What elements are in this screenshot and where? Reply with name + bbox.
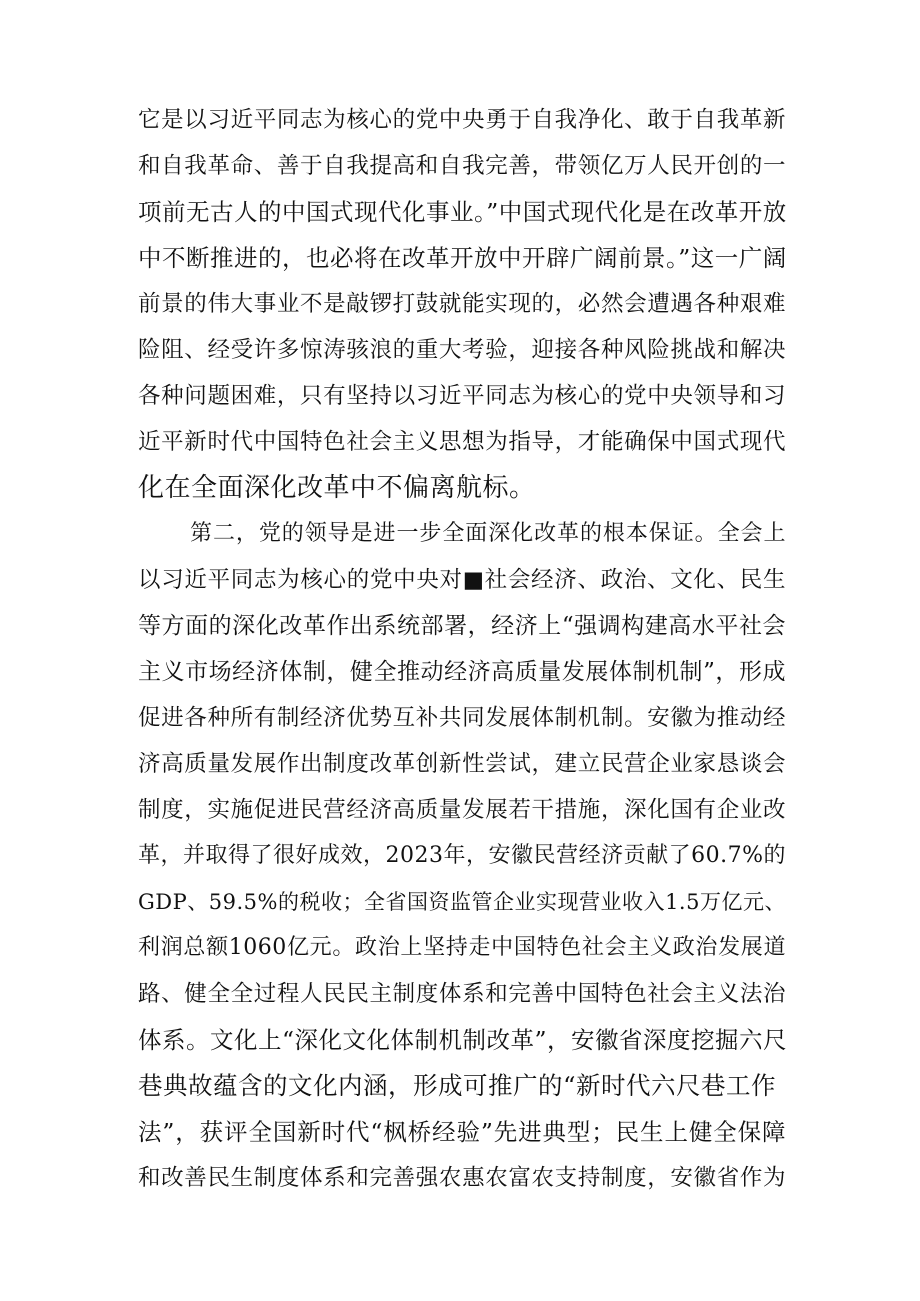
text-line: 和改善民生制度体系和完善强农惠农富农支持制度，安徽省作为 [138,1165,786,1191]
text-line: 路、健全全过程人民民主制度体系和完善中国特色社会主义法治 [138,981,786,1007]
text-line: 革，并取得了很好成效，2023年，安徽民营经济贡献了60.7%的 [138,843,786,868]
text-line: 利润总额1060亿元。政治上坚持走中国特色社会主义政治发展道 [138,935,786,960]
text-line: 它是以习近平同志为核心的党中央勇于自我净化、敢于自我革新 [138,107,786,133]
text-line: 制度，实施促进民营经济高质量发展若干措施，深化国有企业改 [138,797,786,823]
text-line: 中不断推进的，也必将在改革开放中开辟广阔前景。”这一广阔 [138,244,787,272]
text-line: 促进各种所有制经济优势互补共同发展体制机制。安徽为推动经 [138,705,786,731]
text-line: 体系。文化上“深化文化体制机制改革”，安徽省深度挖掘六尺 [138,1026,788,1054]
paragraph-end-line: 化在全面深化改革中不偏离航标。 [138,473,536,503]
text-line: 巷典故蕴含的文化内涵，形成可推广的“新时代六尺巷工作 [138,1071,777,1100]
text-line: 前景的伟大事业不是敲锣打鼓就能实现的，必然会遭遇各种艰难 [138,291,786,317]
body-text [138,97,786,1201]
paragraph-start-line: 第二，党的领导是进一步全面深化改革的根本保证。全会上 [190,521,786,546]
text-line: 险阻、经受许多惊涛骇浪的重大考验，迎接各种风险挑战和解决 [138,337,786,363]
text-line: 济高质量发展作出制度改革创新性尝试，建立民营企业家恳谈会 [138,751,786,777]
text-line: 项前无古人的中国式现代化事业。”中国式现代化是在改革开放 [138,198,787,226]
text-line: 等方面的深化改革作出系统部署，经济上“强调构建高水平社会 [138,613,786,639]
text-line: 各种问题困难，只有坚持以习近平同志为核心的党中央领导和习 [138,383,786,409]
text-line: GDP、59.5%的税收；全省国资监管企业实现营业收入1.5万亿元、 [138,890,786,914]
text-line: 法”，获评全国新时代“枫桥经验”先进典型；民生上健全保障 [138,1118,786,1146]
text-line: 近平新时代中国特色社会主义思想为指导，才能确保中国式现代 [138,429,786,455]
text-line: 以习近平同志为核心的党中央对■社会经济、政治、文化、民生 [138,567,786,593]
text-line: 主义市场经济体制，健全推动经济高质量发展体制机制”，形成 [138,659,786,685]
text-line: 和自我革命、善于自我提高和自我完善，带领亿万人民开创的一 [138,153,786,179]
